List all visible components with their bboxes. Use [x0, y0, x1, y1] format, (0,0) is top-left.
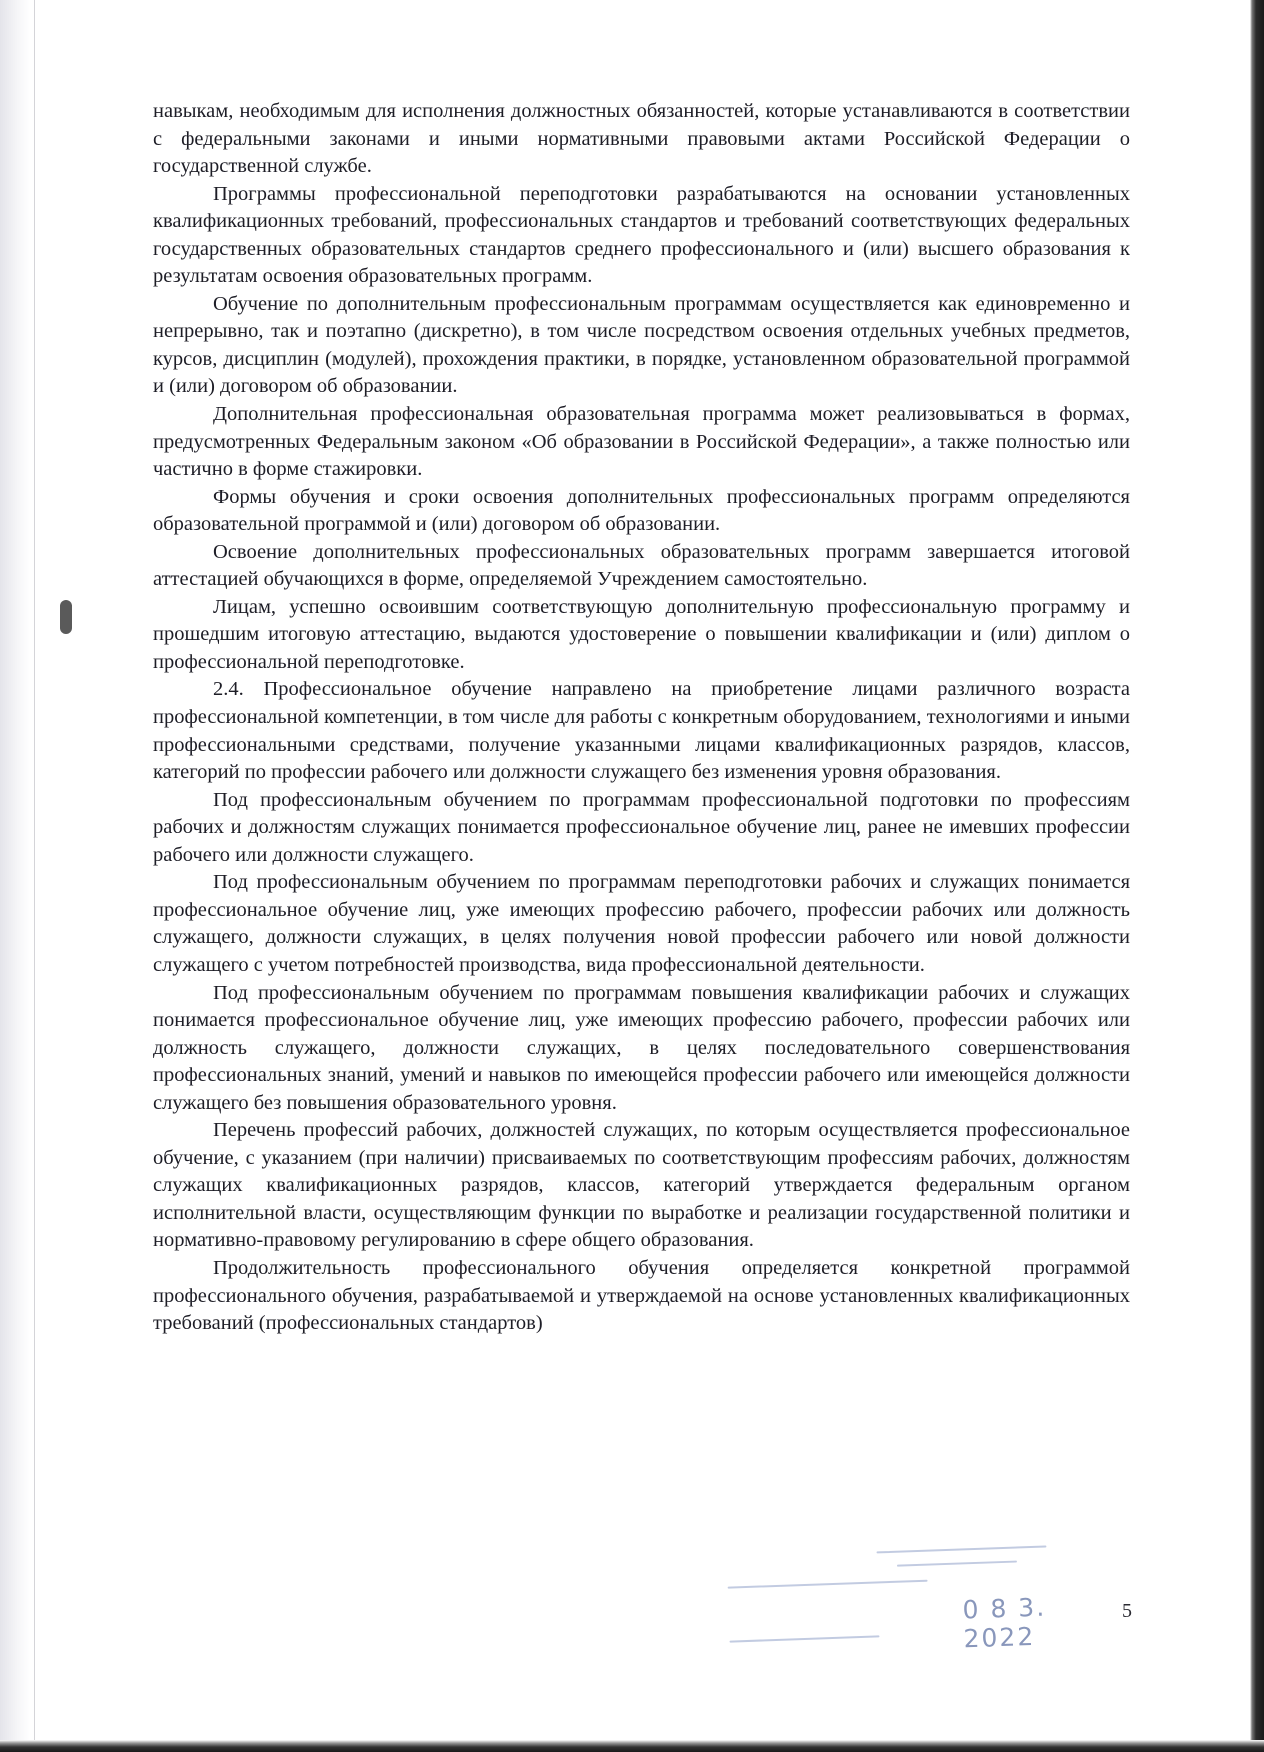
- paragraph-internship-form: Дополнительная профессиональная образовательная программа может реализовываться в формах, предусмотренных Федеральным законом «Об образовании в Российской Федерации», а также полностью или частично в форме стажировки.: [153, 403, 1130, 481]
- stamp-date: 0 8 3. 2022: [962, 1592, 1047, 1654]
- binder-hole-mark: [60, 600, 72, 634]
- page-number: 5: [1122, 1600, 1132, 1622]
- stamp-rule: [876, 1545, 1046, 1553]
- paragraph-continuation: навыкам, необходимым для исполнения должностных обязанностей, которые устанавливаются в соответствии с федеральными законами и иными нормативными правовыми актами Российской Федерации о государственной службе.: [153, 100, 1130, 178]
- paragraph-qualification-upgrade: Под профессиональным обучением по программам повышения квалификации рабочих и служащих понимается профессиональное обучение лиц, уже имеющих профессию рабочего, профессии рабочих или должность служащего, должности служащих, в целях последовательного совершенствования профессиональных знаний, умений и навыков по имеющейся профессии рабочего или имеющейся должности служащего без повышения образовательного уровня.: [153, 981, 1130, 1114]
- scan-right-border: [1250, 0, 1264, 1752]
- paragraph-certificates: Лицам, успешно освоившим соответствующую дополнительную профессиональную программу и прошедшим итоговую аттестацию, выдаются удостоверение о повышении квалификации и (или) диплом о профессиональной переподготовке.: [153, 595, 1130, 673]
- paragraph-training-duration: Продолжительность профессионального обучения определяется конкретной программой профессионального обучения, разрабатываемой и утверждаемой на основе установленных квалификационных требований (профессиональных стандартов): [153, 1256, 1130, 1335]
- paragraph-retraining-programs: Программы профессиональной переподготовки разрабатываются на основании установленных квалификационных требований, профессиональных стандартов и требований соответствующих федеральных государственных образовательных стандартов среднего профессионального и (или) высшего образования к результатам освоения образовательных программ.: [153, 182, 1130, 288]
- paragraph-retraining-workers: Под профессиональным обучением по программам переподготовки рабочих и служащих понимается профессиональное обучение лиц, уже имеющих профессию рабочего, профессии рабочих или должность служащего, должности служащих, в целях получения новой профессии рабочего или новой должности служащего с учетом потребностей производства, вида профессиональной деятельности.: [153, 871, 1130, 976]
- stamp-rule: [730, 1635, 880, 1642]
- registration-stamp: [726, 1535, 1109, 1652]
- stamp-rule: [728, 1580, 928, 1589]
- paragraph-vocational-training: Под профессиональным обучением по программам профессиональной подготовки по профессиям рабочих и должностям служащих понимается профессиональное обучение лиц, ранее не имевших профессии рабочего или должности служащего.: [153, 788, 1130, 866]
- stamp-rule: [897, 1561, 1017, 1567]
- paragraph-final-attestation: Освоение дополнительных профессиональных образовательных программ завершается итоговой аттестацией обучающихся в форме, определяемой Учреждением самостоятельно.: [153, 540, 1130, 591]
- paragraph-training-modes: Обучение по дополнительным профессиональным программам осуществляется как единовременно и непрерывно, так и поэтапно (дискретно), в том числе посредством освоения отдельных учебных предметов, курсов, дисциплин (модулей), прохождения практики, в порядке, установленном образовательной программой и (или) договором об образовании.: [153, 292, 1130, 398]
- paragraph-professions-list: Перечень профессий рабочих, должностей служащих, по которым осуществляется профессиональное обучение, с указанием (при наличии) присваиваемых по соответствующим профессиям рабочих, должностям служащих квалификационных разрядов, классов, категорий утверждается федеральным органом исполнительной власти, осуществляющим функции по выработке и реализации государственной политики и нормативно-правовому регулированию в сфере общего образования.: [153, 1119, 1130, 1252]
- document-body: [153, 98, 1130, 1338]
- scan-bottom-border: [0, 1740, 1264, 1752]
- scan-left-margin: [0, 0, 30, 1752]
- paragraph-section-2-4: 2.4. Профессиональное обучение направлено на приобретение лицами различного возраста профессиональной компетенции, в том числе для работы с конкретным оборудованием, технологиями и иными профессиональными средствами, получение указанными лицами квалификационных разрядов, классов, категорий по профессии рабочего или должности служащего без изменения уровня образования.: [153, 678, 1130, 784]
- paragraph-study-forms: Формы обучения и сроки освоения дополнительных профессиональных программ определяются образовательной программой и (или) договором об образовании.: [153, 485, 1130, 536]
